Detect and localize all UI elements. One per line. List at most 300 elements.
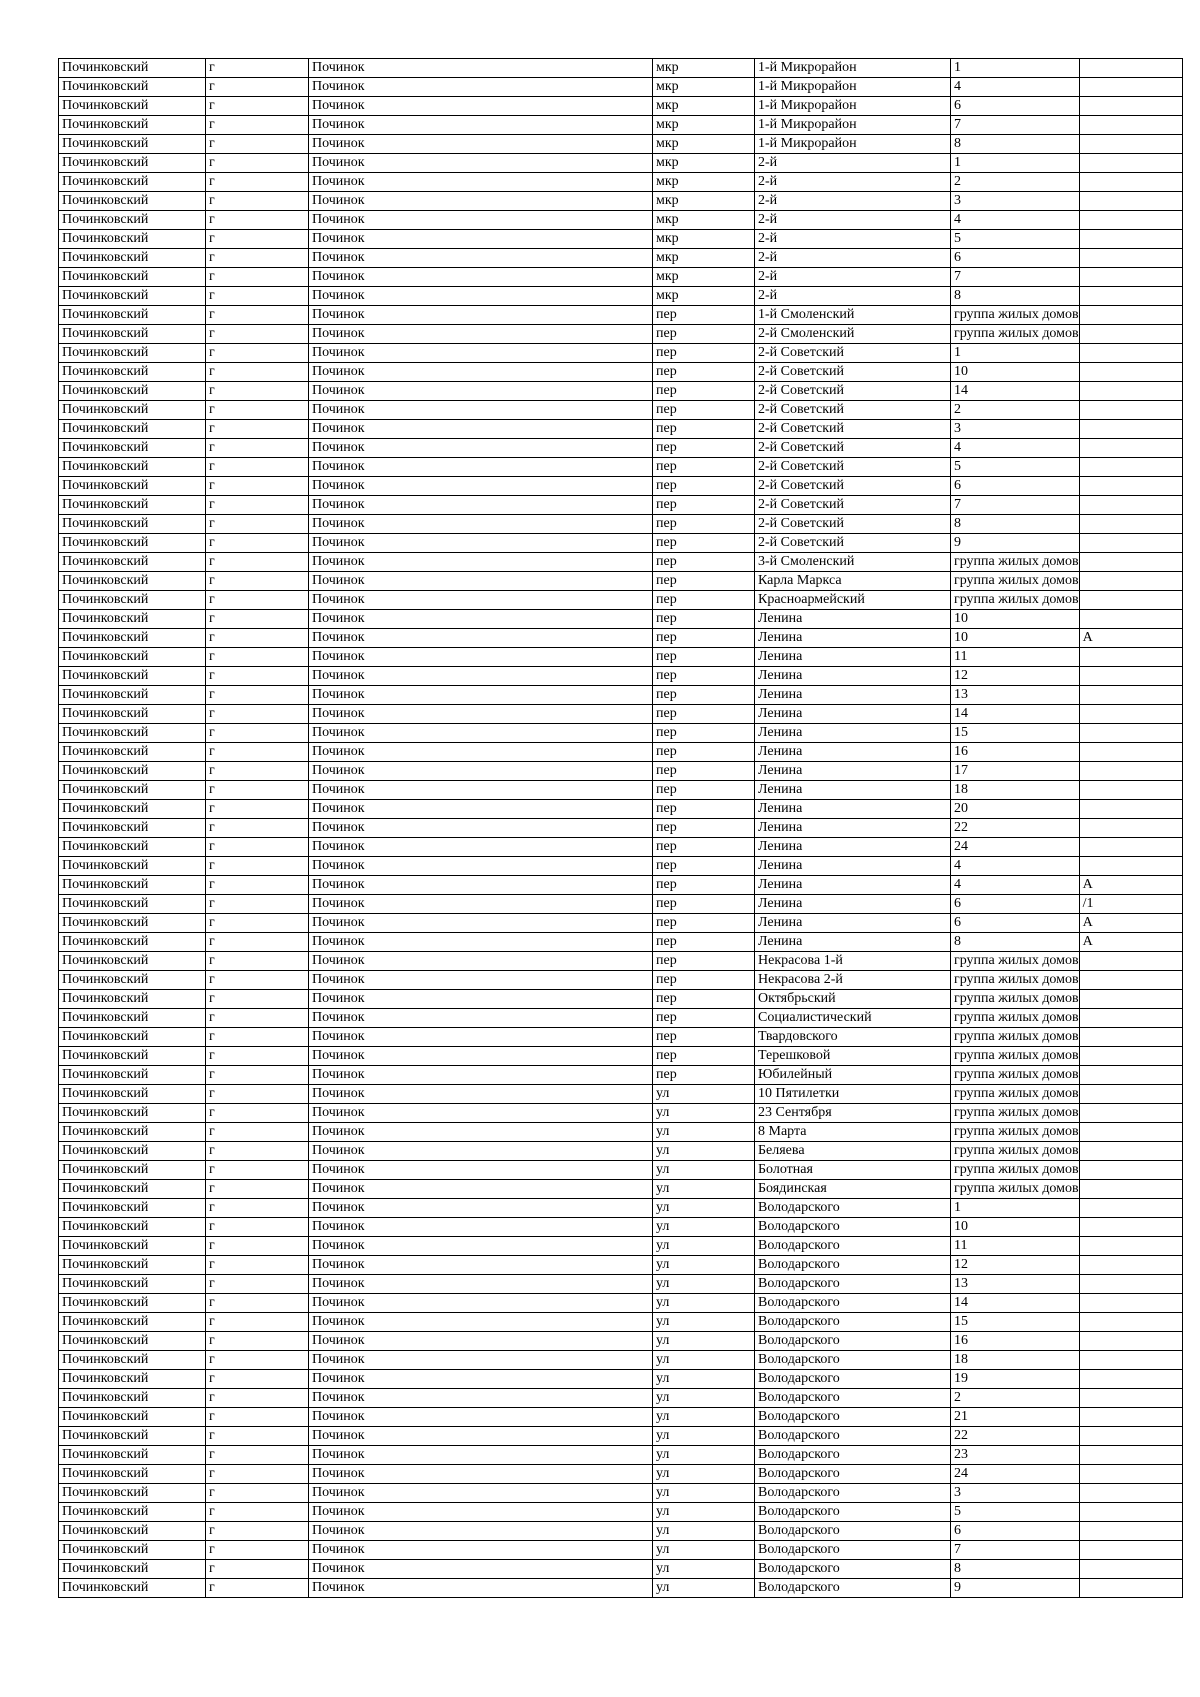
district-cell: Починковский (59, 686, 206, 705)
district-cell: Починковский (59, 1066, 206, 1085)
district-cell: Починковский (59, 857, 206, 876)
table-row (59, 914, 1183, 933)
district-cell: Починковский (59, 420, 206, 439)
building-suffix-cell (1079, 1465, 1182, 1484)
settlement-type-cell: г (206, 1579, 309, 1598)
house-number-cell: 18 (951, 781, 1080, 800)
district-cell: Починковский (59, 1389, 206, 1408)
street-type-cell: пер (653, 553, 755, 572)
street-type-cell: ул (653, 1408, 755, 1427)
settlement-cell: Починок (309, 1370, 653, 1389)
settlement-cell: Починок (309, 762, 653, 781)
house-number-cell: 24 (951, 838, 1080, 857)
district-cell: Починковский (59, 629, 206, 648)
settlement-cell: Починок (309, 59, 653, 78)
street-cell: Юбилейный (755, 1066, 951, 1085)
settlement-type-cell: г (206, 325, 309, 344)
street-cell: Ленина (755, 838, 951, 857)
table-row (59, 344, 1183, 363)
street-type-cell: мкр (653, 268, 755, 287)
building-suffix-cell (1079, 401, 1182, 420)
house-number-cell: 3 (951, 420, 1080, 439)
settlement-type-cell: г (206, 173, 309, 192)
table-row (59, 496, 1183, 515)
street-type-cell: пер (653, 781, 755, 800)
street-type-cell: мкр (653, 230, 755, 249)
settlement-cell: Починок (309, 553, 653, 572)
settlement-cell: Починок (309, 287, 653, 306)
settlement-type-cell: г (206, 1522, 309, 1541)
house-number-cell: 8 (951, 135, 1080, 154)
district-cell: Починковский (59, 173, 206, 192)
street-type-cell: пер (653, 344, 755, 363)
building-suffix-cell (1079, 249, 1182, 268)
building-suffix-cell (1079, 1142, 1182, 1161)
street-type-cell: пер (653, 705, 755, 724)
building-suffix-cell (1079, 838, 1182, 857)
table-row (59, 1142, 1183, 1161)
settlement-type-cell: г (206, 800, 309, 819)
house-number-cell: 8 (951, 1560, 1080, 1579)
settlement-type-cell: г (206, 553, 309, 572)
building-suffix-cell (1079, 800, 1182, 819)
settlement-type-cell: г (206, 154, 309, 173)
street-cell: 2-й Советский (755, 420, 951, 439)
house-number-cell: 7 (951, 268, 1080, 287)
table-row (59, 1275, 1183, 1294)
house-number-cell: 24 (951, 1465, 1080, 1484)
district-cell: Починковский (59, 952, 206, 971)
building-suffix-cell (1079, 420, 1182, 439)
table-row (59, 173, 1183, 192)
district-cell: Починковский (59, 135, 206, 154)
table-row (59, 211, 1183, 230)
settlement-cell: Починок (309, 1142, 653, 1161)
street-type-cell: ул (653, 1427, 755, 1446)
house-number-cell: 1 (951, 59, 1080, 78)
street-type-cell: пер (653, 572, 755, 591)
house-number-cell: группа жилых домов (951, 1161, 1080, 1180)
table-row (59, 933, 1183, 952)
settlement-type-cell: г (206, 439, 309, 458)
house-number-cell: 13 (951, 686, 1080, 705)
district-cell: Починковский (59, 439, 206, 458)
settlement-cell: Починок (309, 268, 653, 287)
building-suffix-cell (1079, 1332, 1182, 1351)
district-cell: Починковский (59, 78, 206, 97)
table-row (59, 1370, 1183, 1389)
table-row (59, 1256, 1183, 1275)
street-type-cell: ул (653, 1237, 755, 1256)
street-cell: 1-й Смоленский (755, 306, 951, 325)
house-number-cell: 2 (951, 401, 1080, 420)
settlement-cell: Починок (309, 914, 653, 933)
table-row (59, 610, 1183, 629)
settlement-cell: Починок (309, 800, 653, 819)
table-row (59, 781, 1183, 800)
street-type-cell: ул (653, 1579, 755, 1598)
settlement-cell: Починок (309, 629, 653, 648)
building-suffix-cell (1079, 1370, 1182, 1389)
house-number-cell: группа жилых домов (951, 1180, 1080, 1199)
house-number-cell: 14 (951, 1294, 1080, 1313)
building-suffix-cell (1079, 1047, 1182, 1066)
street-cell: 2-й Смоленский (755, 325, 951, 344)
house-number-cell: группа жилых домов (951, 325, 1080, 344)
street-cell: Беляева (755, 1142, 951, 1161)
district-cell: Починковский (59, 971, 206, 990)
settlement-type-cell: г (206, 249, 309, 268)
building-suffix-cell (1079, 268, 1182, 287)
district-cell: Починковский (59, 382, 206, 401)
settlement-cell: Починок (309, 382, 653, 401)
street-type-cell: ул (653, 1218, 755, 1237)
house-number-cell: группа жилых домов (951, 990, 1080, 1009)
building-suffix-cell (1079, 363, 1182, 382)
district-cell: Починковский (59, 1047, 206, 1066)
settlement-cell: Починок (309, 401, 653, 420)
table-row (59, 572, 1183, 591)
table-row (59, 515, 1183, 534)
settlement-type-cell: г (206, 401, 309, 420)
street-type-cell: ул (653, 1180, 755, 1199)
district-cell: Починковский (59, 192, 206, 211)
district-cell: Починковский (59, 1503, 206, 1522)
table-row (59, 1408, 1183, 1427)
settlement-type-cell: г (206, 1256, 309, 1275)
settlement-type-cell: г (206, 990, 309, 1009)
street-cell: Володарского (755, 1408, 951, 1427)
building-suffix-cell (1079, 496, 1182, 515)
district-cell: Починковский (59, 800, 206, 819)
table-row (59, 1123, 1183, 1142)
street-cell: Володарского (755, 1484, 951, 1503)
street-type-cell: ул (653, 1142, 755, 1161)
house-number-cell: 10 (951, 629, 1080, 648)
street-type-cell: пер (653, 1028, 755, 1047)
table-row (59, 230, 1183, 249)
street-cell: Володарского (755, 1579, 951, 1598)
settlement-cell: Починок (309, 1427, 653, 1446)
table-row (59, 857, 1183, 876)
building-suffix-cell (1079, 610, 1182, 629)
house-number-cell: 14 (951, 705, 1080, 724)
street-cell: 1-й Микрорайон (755, 97, 951, 116)
street-cell: Ленина (755, 743, 951, 762)
settlement-type-cell: г (206, 382, 309, 401)
table-row (59, 1332, 1183, 1351)
table-row (59, 458, 1183, 477)
house-number-cell: 6 (951, 97, 1080, 116)
settlement-cell: Починок (309, 1123, 653, 1142)
settlement-type-cell: г (206, 1351, 309, 1370)
street-type-cell: пер (653, 515, 755, 534)
settlement-cell: Починок (309, 534, 653, 553)
settlement-cell: Починок (309, 686, 653, 705)
settlement-cell: Починок (309, 306, 653, 325)
building-suffix-cell (1079, 382, 1182, 401)
street-cell: 2-й Советский (755, 515, 951, 534)
street-type-cell: мкр (653, 173, 755, 192)
district-cell: Починковский (59, 116, 206, 135)
street-cell: Володарского (755, 1503, 951, 1522)
street-cell: 2-й (755, 154, 951, 173)
street-type-cell: мкр (653, 287, 755, 306)
building-suffix-cell (1079, 1199, 1182, 1218)
settlement-type-cell: г (206, 838, 309, 857)
street-type-cell: ул (653, 1085, 755, 1104)
building-suffix-cell (1079, 743, 1182, 762)
street-cell: Ленина (755, 876, 951, 895)
settlement-cell: Починок (309, 572, 653, 591)
settlement-cell: Починок (309, 781, 653, 800)
district-cell: Починковский (59, 838, 206, 857)
street-type-cell: пер (653, 401, 755, 420)
settlement-cell: Починок (309, 933, 653, 952)
settlement-type-cell: г (206, 135, 309, 154)
settlement-cell: Починок (309, 1351, 653, 1370)
table-row (59, 1503, 1183, 1522)
street-cell: Ленина (755, 762, 951, 781)
district-cell: Починковский (59, 1104, 206, 1123)
table-row (59, 686, 1183, 705)
district-cell: Починковский (59, 1161, 206, 1180)
settlement-type-cell: г (206, 477, 309, 496)
building-suffix-cell (1079, 439, 1182, 458)
street-type-cell: пер (653, 1009, 755, 1028)
house-number-cell: 10 (951, 610, 1080, 629)
house-number-cell: 8 (951, 287, 1080, 306)
table-row (59, 439, 1183, 458)
street-type-cell: мкр (653, 97, 755, 116)
table-row (59, 249, 1183, 268)
house-number-cell: группа жилых домов (951, 553, 1080, 572)
settlement-type-cell: г (206, 1218, 309, 1237)
settlement-cell: Починок (309, 1066, 653, 1085)
settlement-cell: Починок (309, 1180, 653, 1199)
table-body (59, 59, 1183, 1598)
street-type-cell: пер (653, 952, 755, 971)
building-suffix-cell (1079, 1237, 1182, 1256)
house-number-cell: группа жилых домов (951, 572, 1080, 591)
house-number-cell: группа жилых домов (951, 1104, 1080, 1123)
table-row (59, 724, 1183, 743)
settlement-cell: Починок (309, 1218, 653, 1237)
building-suffix-cell (1079, 952, 1182, 971)
street-cell: Некрасова 1-й (755, 952, 951, 971)
building-suffix-cell (1079, 192, 1182, 211)
table-row (59, 591, 1183, 610)
table-row (59, 895, 1183, 914)
street-type-cell: пер (653, 933, 755, 952)
house-number-cell: группа жилых домов (951, 1009, 1080, 1028)
street-cell: 2-й (755, 268, 951, 287)
district-cell: Починковский (59, 1560, 206, 1579)
settlement-cell: Починок (309, 1294, 653, 1313)
building-suffix-cell (1079, 1028, 1182, 1047)
district-cell: Починковский (59, 1351, 206, 1370)
building-suffix-cell (1079, 591, 1182, 610)
street-type-cell: пер (653, 306, 755, 325)
street-type-cell: ул (653, 1123, 755, 1142)
settlement-cell: Починок (309, 249, 653, 268)
settlement-cell: Починок (309, 1313, 653, 1332)
street-type-cell: ул (653, 1484, 755, 1503)
district-cell: Починковский (59, 344, 206, 363)
district-cell: Починковский (59, 1427, 206, 1446)
settlement-type-cell: г (206, 1047, 309, 1066)
house-number-cell: 7 (951, 1541, 1080, 1560)
district-cell: Починковский (59, 363, 206, 382)
building-suffix-cell (1079, 724, 1182, 743)
table-row (59, 477, 1183, 496)
district-cell: Починковский (59, 572, 206, 591)
table-row (59, 1446, 1183, 1465)
district-cell: Починковский (59, 895, 206, 914)
building-suffix-cell (1079, 857, 1182, 876)
table-row (59, 1161, 1183, 1180)
settlement-cell: Починок (309, 78, 653, 97)
street-type-cell: мкр (653, 154, 755, 173)
house-number-cell: 4 (951, 857, 1080, 876)
settlement-cell: Починок (309, 1028, 653, 1047)
settlement-cell: Починок (309, 990, 653, 1009)
settlement-type-cell: г (206, 591, 309, 610)
street-cell: Володарского (755, 1427, 951, 1446)
street-cell: Октябрьский (755, 990, 951, 1009)
settlement-cell: Починок (309, 1009, 653, 1028)
table-row (59, 192, 1183, 211)
street-type-cell: пер (653, 819, 755, 838)
settlement-type-cell: г (206, 1237, 309, 1256)
street-cell: 2-й (755, 287, 951, 306)
house-number-cell: 6 (951, 477, 1080, 496)
street-cell: 2-й (755, 192, 951, 211)
building-suffix-cell (1079, 1522, 1182, 1541)
table-row (59, 382, 1183, 401)
street-cell: Володарского (755, 1275, 951, 1294)
street-type-cell: пер (653, 686, 755, 705)
street-cell: Социалистический (755, 1009, 951, 1028)
settlement-type-cell: г (206, 534, 309, 553)
table-row (59, 135, 1183, 154)
settlement-cell: Починок (309, 1275, 653, 1294)
street-type-cell: мкр (653, 59, 755, 78)
settlement-type-cell: г (206, 1503, 309, 1522)
table-row (59, 648, 1183, 667)
house-number-cell: 2 (951, 1389, 1080, 1408)
building-suffix-cell: А (1079, 629, 1182, 648)
street-cell: Боядинская (755, 1180, 951, 1199)
table-row (59, 1009, 1183, 1028)
district-cell: Починковский (59, 477, 206, 496)
house-number-cell: 16 (951, 1332, 1080, 1351)
district-cell: Починковский (59, 211, 206, 230)
street-cell: Ленина (755, 629, 951, 648)
street-type-cell: мкр (653, 116, 755, 135)
street-type-cell: пер (653, 496, 755, 515)
house-number-cell: группа жилых домов (951, 591, 1080, 610)
street-type-cell: ул (653, 1446, 755, 1465)
settlement-type-cell: г (206, 914, 309, 933)
settlement-type-cell: г (206, 819, 309, 838)
street-cell: Ленина (755, 686, 951, 705)
building-suffix-cell: А (1079, 933, 1182, 952)
street-cell: Ленина (755, 800, 951, 819)
settlement-type-cell: г (206, 78, 309, 97)
street-cell: Володарского (755, 1541, 951, 1560)
district-cell: Починковский (59, 1028, 206, 1047)
district-cell: Починковский (59, 1256, 206, 1275)
table-row (59, 1199, 1183, 1218)
house-number-cell: 5 (951, 1503, 1080, 1522)
settlement-cell: Починок (309, 838, 653, 857)
settlement-cell: Починок (309, 458, 653, 477)
settlement-type-cell: г (206, 1180, 309, 1199)
address-table (58, 58, 1183, 1598)
building-suffix-cell (1079, 1351, 1182, 1370)
street-type-cell: мкр (653, 211, 755, 230)
building-suffix-cell (1079, 1066, 1182, 1085)
district-cell: Починковский (59, 667, 206, 686)
settlement-type-cell: г (206, 306, 309, 325)
building-suffix-cell (1079, 572, 1182, 591)
street-type-cell: ул (653, 1161, 755, 1180)
street-cell: Володарского (755, 1446, 951, 1465)
house-number-cell: 22 (951, 1427, 1080, 1446)
settlement-type-cell: г (206, 933, 309, 952)
house-number-cell: 4 (951, 78, 1080, 97)
settlement-type-cell: г (206, 1123, 309, 1142)
settlement-type-cell: г (206, 1142, 309, 1161)
building-suffix-cell (1079, 1161, 1182, 1180)
settlement-type-cell: г (206, 610, 309, 629)
street-cell: Ленина (755, 819, 951, 838)
settlement-cell: Починок (309, 1522, 653, 1541)
district-cell: Починковский (59, 1180, 206, 1199)
settlement-cell: Починок (309, 230, 653, 249)
settlement-type-cell: г (206, 268, 309, 287)
settlement-cell: Починок (309, 895, 653, 914)
table-row (59, 59, 1183, 78)
building-suffix-cell (1079, 211, 1182, 230)
street-type-cell: пер (653, 629, 755, 648)
district-cell: Починковский (59, 933, 206, 952)
district-cell: Починковский (59, 230, 206, 249)
house-number-cell: 9 (951, 534, 1080, 553)
building-suffix-cell: А (1079, 914, 1182, 933)
settlement-cell: Починок (309, 420, 653, 439)
street-type-cell: пер (653, 382, 755, 401)
district-cell: Починковский (59, 1484, 206, 1503)
settlement-type-cell: г (206, 287, 309, 306)
street-cell: 2-й Советский (755, 363, 951, 382)
house-number-cell: 15 (951, 724, 1080, 743)
settlement-cell: Починок (309, 1408, 653, 1427)
street-cell: Володарского (755, 1313, 951, 1332)
street-cell: 2-й Советский (755, 344, 951, 363)
street-type-cell: ул (653, 1465, 755, 1484)
street-cell: Ленина (755, 857, 951, 876)
table-row (59, 534, 1183, 553)
settlement-cell: Починок (309, 116, 653, 135)
house-number-cell: группа жилых домов (951, 1066, 1080, 1085)
street-type-cell: пер (653, 363, 755, 382)
street-cell: Володарского (755, 1370, 951, 1389)
settlement-cell: Починок (309, 97, 653, 116)
table-row (59, 1218, 1183, 1237)
house-number-cell: 18 (951, 1351, 1080, 1370)
